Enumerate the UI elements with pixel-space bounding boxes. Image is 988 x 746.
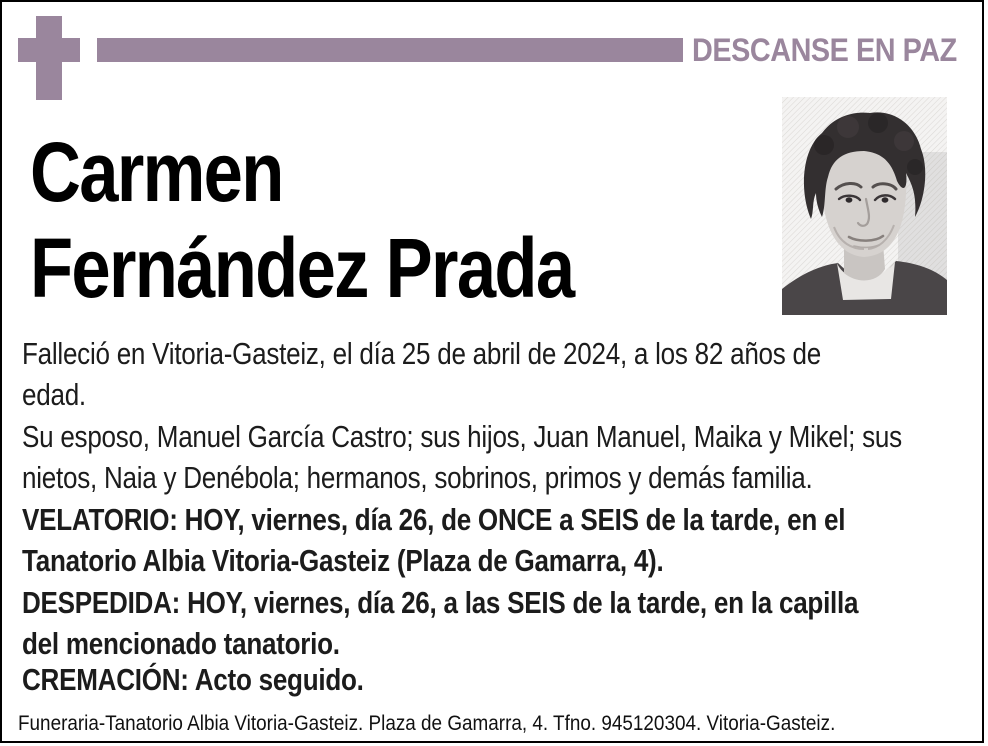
rest-in-peace-label: DESCANSE EN PAZ (692, 32, 957, 68)
funeral-home-info: Funeraria-Tanatorio Albia Vitoria-Gasteiz. Plaza de Gamarra, 4. Tfno. 945120304. Vitoria-Gasteiz. (18, 712, 836, 735)
death-announcement-line: Falleció en Vitoria-Gasteiz, el día 25 de abril de 2024, a los 82 años de (22, 336, 822, 371)
wake-info-line: Tanatorio Albia Vitoria-Gasteiz (Plaza de Gamarra, 4). (22, 543, 664, 578)
header-rule-bar (97, 38, 683, 62)
deceased-first-name: Carmen (30, 125, 283, 219)
portrait-photo (782, 97, 947, 315)
cross-icon (18, 16, 80, 100)
cremation-info-line: CREMACIÓN: Acto seguido. (22, 662, 364, 697)
family-listing-line: Su esposo, Manuel García Castro; sus hijos, Juan Manuel, Maika y Mikel; sus (22, 419, 902, 454)
farewell-info (22, 582, 988, 664)
farewell-info-line: del mencionado tanatorio. (22, 626, 340, 661)
cremation-info (22, 659, 429, 700)
wake-info (22, 499, 988, 581)
wake-info-line: VELATORIO: HOY, viernes, día 26, de ONCE a SEIS de la tarde, en el (22, 502, 846, 537)
death-announcement (22, 333, 973, 415)
family-listing-line: nietos, Naia y Denébola; hermanos, sobrinos, primos y demás familia. (22, 460, 813, 495)
family-listing (22, 416, 988, 498)
deceased-name (30, 124, 677, 316)
deceased-surnames: Fernández Prada (30, 221, 574, 315)
cross-horizontal-arm (18, 38, 80, 62)
death-announcement-line: edad. (22, 377, 86, 412)
farewell-info-line: DESPEDIDA: HOY, viernes, día 26, a las SEIS de la tarde, en la capilla (22, 585, 859, 620)
portrait-illustration (782, 97, 947, 315)
